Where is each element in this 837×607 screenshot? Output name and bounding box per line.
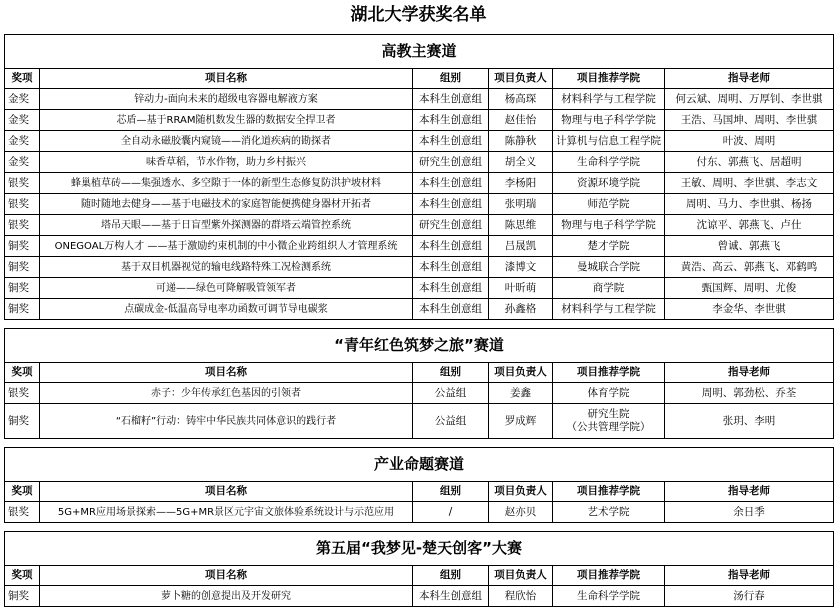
group-cell: 公益组 [413,404,489,439]
award-cell: 银奖 [5,383,40,404]
advisor-cell: 张玥、李明 [665,404,834,439]
project-name-header: 项目名称 [40,363,413,383]
section-title-row [5,532,834,566]
table-row [5,215,834,236]
project-name-header: 项目名称 [40,566,413,586]
group-cell: 本科生创意组 [413,110,489,131]
award-cell: 铜奖 [5,278,40,299]
table-row [5,586,834,607]
group-cell: 本科生创意组 [413,278,489,299]
award-cell: 银奖 [5,194,40,215]
project-name-cell: 点碳成金-低温高导电率功函数可调节导电碳浆 [40,299,413,320]
advisor-cell: 周明、马力、李世骐、杨扬 [665,194,834,215]
college-cell: 材料科学与工程学院 [553,89,665,110]
leader-cell: 赵亦贝 [489,502,553,523]
group-cell: 本科生创意组 [413,131,489,152]
award-table [4,34,834,607]
group-cell: 研究生创意组 [413,152,489,173]
college-header: 项目推荐学院 [553,566,665,586]
group-cell: 本科生创意组 [413,299,489,320]
project-name-cell: 全自动永磁胶囊内窥镜——消化道疾病的勘探者 [40,131,413,152]
award-cell: 金奖 [5,152,40,173]
table-row [5,257,834,278]
section-gap [5,439,834,448]
section-gap [5,523,834,532]
leader-cell: 张明瑞 [489,194,553,215]
table-header-row [5,566,834,586]
leader-cell: 陈思维 [489,215,553,236]
advisor-cell: 王敏、周明、李世骐、李志文 [665,173,834,194]
project-name-cell: 基于双目机器视觉的输电线路特殊工况检测系统 [40,257,413,278]
college-cell: 楚才学院 [553,236,665,257]
project-name-cell: 塔吊天眼——基于日盲型紫外探测器的群塔云端管控系统 [40,215,413,236]
leader-header: 项目负责人 [489,363,553,383]
group-cell: 本科生创意组 [413,586,489,607]
advisor-cell: 李金华、李世骐 [665,299,834,320]
table-row [5,383,834,404]
college-cell [553,404,665,439]
group-cell: 本科生创意组 [413,173,489,194]
leader-cell: 赵佳怡 [489,110,553,131]
section-title-row [5,448,834,482]
advisor-cell: 何云斌、周明、万厚钊、李世骐 [665,89,834,110]
leader-cell: 李杨阳 [489,173,553,194]
leader-cell: 孙鑫格 [489,299,553,320]
table-row [5,502,834,523]
section-title: 产业命题赛道 [5,448,834,482]
college-cell: 资源环境学院 [553,173,665,194]
section-gap [5,320,834,329]
college-header: 项目推荐学院 [553,69,665,89]
group-header: 组别 [413,482,489,502]
college-cell: 师范学院 [553,194,665,215]
section-title: “青年红色筑梦之旅”赛道 [5,329,834,363]
college-cell: 计算机与信息工程学院 [553,131,665,152]
project-name-cell: 萝卜糖的创意提出及开发研究 [40,586,413,607]
table-row [5,404,834,439]
award-cell: 金奖 [5,131,40,152]
group-cell: 研究生创意组 [413,215,489,236]
section-title: 第五届“我梦见-楚天创客”大赛 [5,532,834,566]
college-line: 研究生院 [587,408,630,420]
project-name-cell: 锌动力-面向未来的超级电容器电解液方案 [40,89,413,110]
advisor-header: 指导老师 [665,363,834,383]
project-name-cell: 可递——绿色可降解吸管领军者 [40,278,413,299]
group-cell: 本科生创意组 [413,236,489,257]
leader-cell: 漆博文 [489,257,553,278]
section-title-row [5,329,834,363]
table-row [5,236,834,257]
project-name-cell: 赤子：少年传承红色基因的引领者 [40,383,413,404]
award-cell: 铜奖 [5,586,40,607]
leader-header: 项目负责人 [489,69,553,89]
college-cell: 曼城联合学院 [553,257,665,278]
leader-cell: 吕晟凯 [489,236,553,257]
project-name-cell: 蜂巢植草砖——集强透水、多空隙于一体的新型生态修复防洪护坡材料 [40,173,413,194]
leader-cell: 胡全义 [489,152,553,173]
advisor-cell: 余日季 [665,502,834,523]
table-row [5,110,834,131]
group-header: 组别 [413,363,489,383]
table-row [5,131,834,152]
award-header: 奖项 [5,363,40,383]
project-name-cell: 5G+MR应用场景探索——5G+MR景区元宇宙文旅体验系统设计与示范应用 [40,502,413,523]
advisor-header: 指导老师 [665,566,834,586]
advisor-cell: 汤行春 [665,586,834,607]
advisor-cell: 黄浩、高云、郭燕飞、邓鹤鸣 [665,257,834,278]
project-name-header: 项目名称 [40,69,413,89]
group-header: 组别 [413,566,489,586]
document-title: 湖北大学获奖名单 [350,5,487,25]
college-header: 项目推荐学院 [553,363,665,383]
college-cell: 生命科学学院 [553,152,665,173]
table-row [5,194,834,215]
award-header: 奖项 [5,482,40,502]
advisor-cell: 甄国辉、周明、尤俊 [665,278,834,299]
leader-header: 项目负责人 [489,482,553,502]
college-cell: 体育学院 [553,383,665,404]
award-cell: 金奖 [5,89,40,110]
advisor-cell: 叶波、周明 [665,131,834,152]
project-name-cell: 芯盾—基于RRAM随机数发生器的数据安全捍卫者 [40,110,413,131]
table-header-row [5,69,834,89]
project-name-cell: ONEGOAL万构人才 ——基于激励约束机制的中小微企业跨组织人才管理系统 [40,236,413,257]
table-row [5,152,834,173]
college-cell: 艺术学院 [553,502,665,523]
table-header-row [5,363,834,383]
college-cell: 生命科学学院 [553,586,665,607]
college-cell: 材料科学与工程学院 [553,299,665,320]
project-name-header: 项目名称 [40,482,413,502]
table-header-row [5,482,834,502]
advisor-cell: 沈谅平、郭燕飞、卢仕 [665,215,834,236]
award-cell: 铜奖 [5,236,40,257]
award-cell: 银奖 [5,173,40,194]
advisor-cell: 付东、郭燕飞、居超明 [665,152,834,173]
section-title: 高教主赛道 [5,35,834,69]
leader-cell: 罗成辉 [489,404,553,439]
leader-header: 项目负责人 [489,566,553,586]
group-cell: 本科生创意组 [413,257,489,278]
award-cell: 银奖 [5,215,40,236]
college-cell: 商学院 [553,278,665,299]
section-title-row [5,35,834,69]
award-header: 奖项 [5,69,40,89]
group-cell: / [413,502,489,523]
group-cell: 本科生创意组 [413,194,489,215]
college-header: 项目推荐学院 [553,482,665,502]
leader-cell: 姜鑫 [489,383,553,404]
group-cell: 本科生创意组 [413,89,489,110]
advisor-header: 指导老师 [665,482,834,502]
leader-cell: 叶昕萌 [489,278,553,299]
award-cell: 银奖 [5,502,40,523]
table-row [5,173,834,194]
award-cell: 铜奖 [5,299,40,320]
leader-cell: 陈静秋 [489,131,553,152]
award-cell: 铜奖 [5,257,40,278]
advisor-cell: 周明、郭劲松、乔荃 [665,383,834,404]
college-cell: 物理与电子科学学院 [553,215,665,236]
award-header: 奖项 [5,566,40,586]
advisor-cell: 曾诚、郭燕飞 [665,236,834,257]
table-row [5,299,834,320]
leader-cell: 杨高琛 [489,89,553,110]
project-name-cell: 随时随地去健身——基于电磁技术的家庭智能便携健身器材开拓者 [40,194,413,215]
table-row [5,89,834,110]
project-name-cell: “石榴籽”行动：铸牢中华民族共同体意识的践行者 [40,404,413,439]
group-cell: 公益组 [413,383,489,404]
leader-cell: 程欣怡 [489,586,553,607]
advisor-cell: 王浩、马国坤、周明、李世骐 [665,110,834,131]
college-line: （公共管理学院） [566,421,651,433]
advisor-header: 指导老师 [665,69,834,89]
table-row [5,278,834,299]
award-cell: 铜奖 [5,404,40,439]
award-cell: 金奖 [5,110,40,131]
project-name-cell: 味香草稻，节水作物，助力乡村振兴 [40,152,413,173]
group-header: 组别 [413,69,489,89]
college-cell: 物理与电子科学学院 [553,110,665,131]
